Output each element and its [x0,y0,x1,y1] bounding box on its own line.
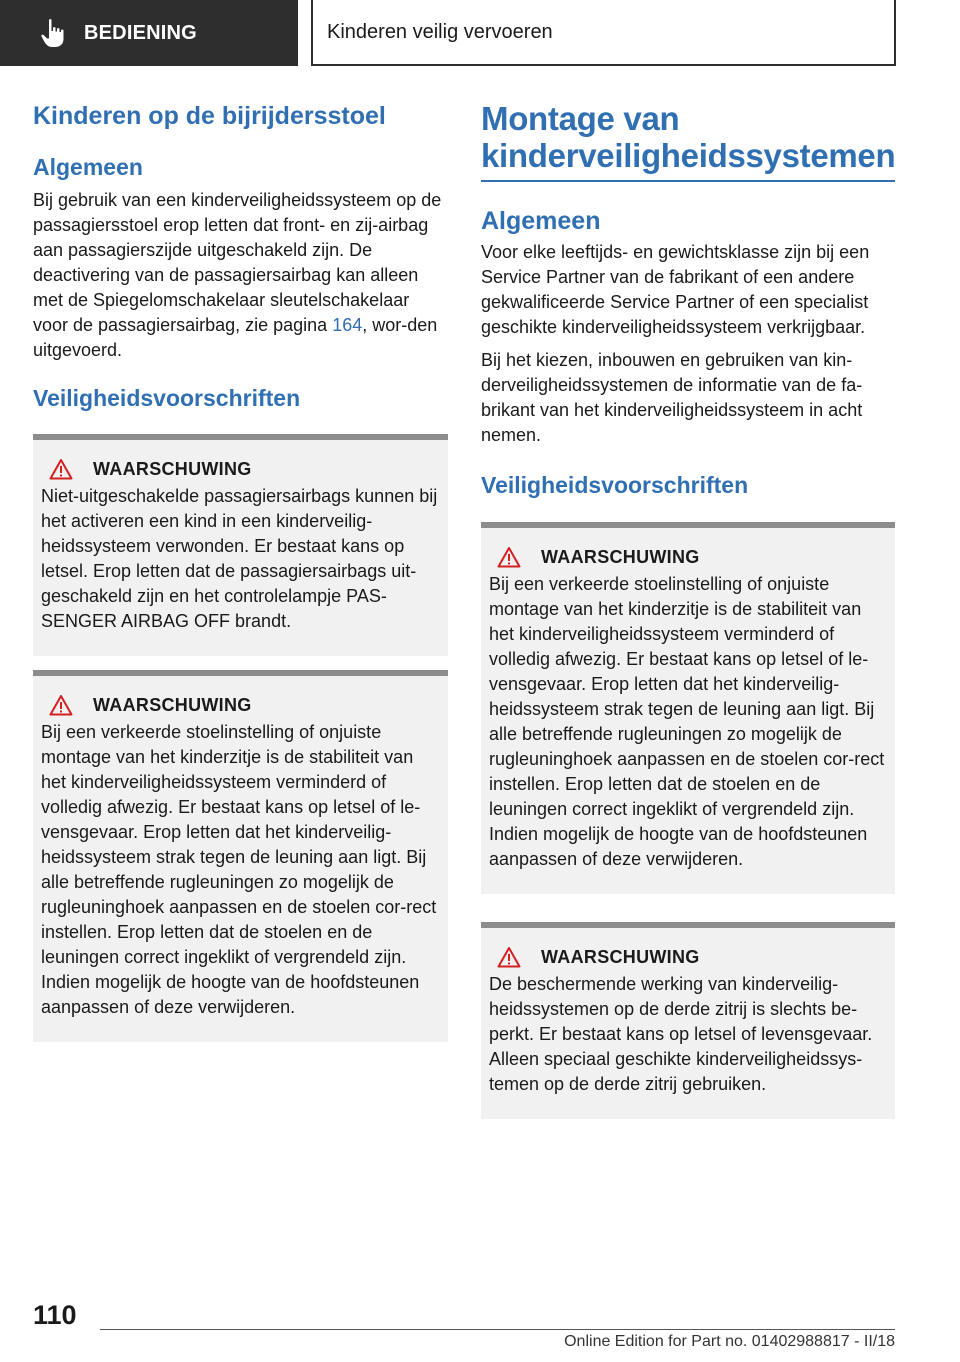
section-tab[interactable] [0,0,298,66]
warning-header [489,546,887,568]
warning-triangle-icon [497,546,521,568]
right-general-heading: Algemeen [481,207,601,235]
warning-title: WAARSCHUWING [93,458,252,479]
warning-header [489,946,887,968]
warning-box [481,522,895,894]
right-safety-heading: Veiligheidsvoorschriften [481,472,749,498]
left-general-text [33,188,448,363]
left-title: Kinderen op de bijrijdersstoel [33,102,386,130]
left-general-heading: Algemeen [33,154,143,180]
right-title: Montage van kinderveiligheidssystemen [481,100,896,174]
left-general-text-before: Bij gebruik van een kinderveiligheidssysteem op de passagiersstoel erop letten dat front- en zij-airbag aan passagierszijde uitgeschakeld zijn. De deactivering van de passagiersairbag kan alleen met de Spiegelomschakelaar sleutelschakelaar voor de passagiersairbag, zie pagina [33,190,442,335]
warning-title: WAARSCHUWING [541,946,700,967]
warning-title: WAARSCHUWING [541,546,700,567]
warning-triangle-icon [49,694,73,716]
warning-box [33,434,448,656]
warning-text: Bij een verkeerde stoelinstelling of onjuiste montage van het kinderzitje is de stabiliteit van het kinderveiligheidssysteem verminderd of volledig afwezig. Er bestaat kans op letsel of le-vensgevaar. Erop letten dat het kinderveilig-heidssysteem strak tegen de leuning aan ligt. Bij alle betreffende rugleuningen zo mogelijk de rugleuninghoek aanpassen en de stoelen cor-rect instellen. Erop letten dat de stoelen en de leuningen correct ingeklikt of vergrendeld zijn. Indien mogelijk de hoogte van de hoofdsteunen aanpassen of deze verwijderen. [489,574,885,869]
warning-title: WAARSCHUWING [93,694,252,715]
right-general-paragraph-1: Voor elke leeftijds- en gewichtsklasse zijn bij een Service Partner van de fabrikant of een andere gekwalificeerde Service Partner of een specialist geschikte kinderveiligheidssysteem verkrijgbaar. [481,242,870,337]
left-general-text-after: , wor-den uitgevoerd. [33,315,438,360]
warning-header [41,458,440,480]
footer-divider [100,1329,895,1330]
hand-pointer-icon [40,18,66,48]
warning-text: Niet-uitgeschakelde passagiersairbags kunnen bij het activeren een kind in een kinderveilig-heidssysteem verwonden. Er bestaat kans op letsel. Erop letten dat de passagiersairbags uit-geschakeld zijn en het controlelampje PAS-SENGER AIRBAG OFF brandt. [41,486,438,631]
warning-box [33,670,448,1042]
warning-triangle-icon [49,458,73,480]
warning-triangle-icon [497,946,521,968]
warning-box [481,922,895,1119]
page-header [0,0,960,66]
title-underline [481,180,895,182]
chapter-label: Kinderen veilig vervoeren [327,20,553,43]
warning-text: De beschermende werking van kinderveilig-heidssystemen op de derde zitrij is slechts be-perkt. Er bestaat kans op letsel of levensgevaar. Alleen speciaal geschikte kinderveiligheidssys-temen op de derde zitrij gebruiken. [489,974,873,1094]
left-column [33,100,448,1042]
warning-text: Bij een verkeerde stoelinstelling of onjuiste montage van het kinderzitje is de stabiliteit van het kinderveiligheidssysteem verminderd of volledig afwezig. Er bestaat kans op letsel of le-vensgevaar. Erop letten dat het kinderveilig-heidssysteem strak tegen de leuning aan ligt. Bij alle betreffende rugleuningen zo mogelijk de rugleuninghoek aanpassen en de stoelen cor-rect instellen. Erop letten dat de stoelen en de leuningen correct ingeklikt of vergrendeld zijn. Indien mogelijk de hoogte van de hoofdsteunen aanpassen of deze verwijderen. [41,722,437,1017]
chapter-header [311,0,896,66]
warning-header [41,694,440,716]
page-number: 110 [33,1300,77,1330]
edition-note: Online Edition for Part no. 01402988817 - II/18 [564,1333,895,1350]
page-link[interactable]: 164 [332,315,363,335]
section-label: BEDIENING [84,21,197,44]
right-general-paragraph-2: Bij het kiezen, inbouwen en gebruiken van kin-derveiligheidssystemen de informatie van de fa-brikant van het kinderveiligheidssysteem in acht nemen. [481,350,863,445]
left-safety-heading: Veiligheidsvoorschriften [33,385,301,411]
right-column [481,100,895,1119]
